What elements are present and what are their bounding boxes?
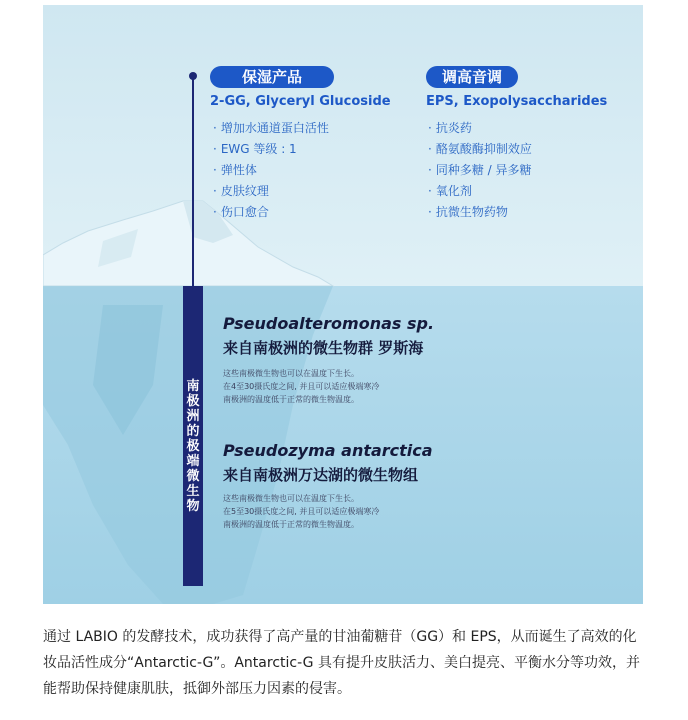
list-item: · 弹性体 — [213, 160, 329, 181]
toning-subtitle: EPS, Exopolysaccharides — [426, 94, 608, 109]
timeline-dot — [189, 72, 197, 80]
infographic — [43, 5, 643, 604]
caption-paragraph: 通过 LABIO 的发酵技术，成功获得了高产量的甘油葡糖苷（GG）和 EPS，从而诞生了高效的化妆品活性成分“Antarctic-G”。Antarctic-G 具有提升皮肤活力、美白提亮、平衡水分等功效，并能帮助保持健康肌肤，抵御外部压力因素的侵害。 — [43, 629, 640, 697]
microbe-2-description — [223, 492, 379, 531]
microbe-2-scientific-name: Pseudozyma antarctica — [223, 441, 433, 460]
toning-feature-list — [428, 118, 532, 223]
list-item: · 氧化剂 — [428, 181, 532, 202]
timeline-line — [192, 76, 194, 286]
description-line: 在4至30摄氏度之间, 并且可以适应极端寒冷 — [223, 382, 380, 391]
description-line: 这些南极微生物也可以在温度下生长。 — [223, 494, 359, 503]
moisturizer-feature-list — [213, 118, 329, 223]
microbe-1-description — [223, 367, 379, 406]
description-line: 南极洲的温度低于正常的微生物温度。 — [223, 520, 359, 529]
description-line: 在5至30摄氏度之间, 并且可以适应极端寒冷 — [223, 507, 380, 516]
list-item: · 同种多糖 / 异多糖 — [428, 160, 532, 181]
moisturizer-subtitle: 2-GG, Glyceryl Glucoside — [210, 94, 391, 109]
list-item: · 增加水通道蛋白活性 — [213, 118, 329, 139]
list-item: · 抗微生物药物 — [428, 202, 532, 223]
microbe-2-origin: 来自南极洲万达湖的微生物组 — [223, 466, 419, 484]
description-line: 这些南极微生物也可以在温度下生长。 — [223, 369, 359, 378]
moisturizer-badge: 保湿产品 — [210, 66, 334, 88]
list-item: · 抗炎药 — [428, 118, 532, 139]
list-item: · 伤口愈合 — [213, 202, 329, 223]
description-line: 南极洲的温度低于正常的微生物温度。 — [223, 395, 359, 404]
vertical-label: 南极洲的极端微生物 — [186, 379, 200, 514]
microbe-1-origin: 来自南极洲的微生物群 罗斯海 — [223, 339, 424, 357]
list-item: · EWG 等级 : 1 — [213, 139, 329, 160]
list-item: · 酪氨酸酶抑制效应 — [428, 139, 532, 160]
microbe-1-scientific-name: Pseudoalteromonas sp. — [223, 314, 435, 333]
toning-badge: 调高音调 — [426, 66, 518, 88]
list-item: · 皮肤纹理 — [213, 181, 329, 202]
